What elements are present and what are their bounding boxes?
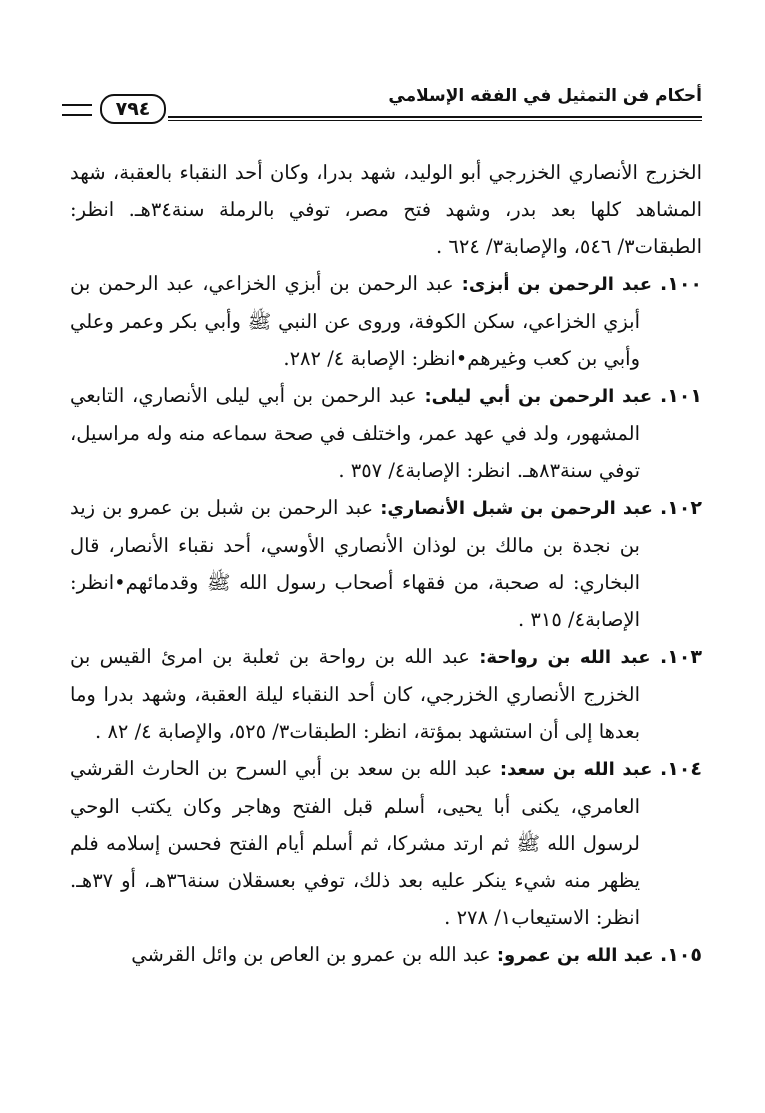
- entry-number: ١٠٤.: [659, 758, 702, 780]
- entry-text: عبد الله بن رواحة بن ثعلبة بن امرئ القيس بن الخزرج الأنصاري الخزرجي، كان أحد النقباء ليلة العقبة، وشهد بدرا وما بعدها إلى أن استشهد بمؤتة، انظر: الطبقات٣/ ٥٢٥، والإصابة ٤/ ٨٢ .: [70, 645, 640, 743]
- entry-text: عبد الرحمن بن أبي ليلى الأنصاري، التابعي المشهور، ولد في عهد عمر، واختلف في صحة سماعه منه وله مراسيل، توفي سنة٨٣هـ. انظر: الإصابة٤/ ٣٥٧ .: [70, 384, 640, 482]
- entry-number: ١٠٠.: [660, 273, 703, 295]
- entry-name: عبد الرحمن بن أبزى:: [461, 274, 653, 295]
- running-title: أحكام فن التمثيل في الفقه الإسلامي: [388, 86, 702, 106]
- continued-paragraph: الخزرج الأنصاري الخزرجي أبو الوليد، شهد بدرا، وكان أحد النقباء بالعقبة، شهد المشاهد كلها بعد بدر، وشهد فتح مصر، توفي بالرملة سنة٣٤هـ. انظر: الطبقات٣/ ٥٤٦، والإصابة٣/ ٦٢٤ .: [70, 161, 702, 258]
- entry-name: عبد الله بن عمرو:: [496, 945, 654, 966]
- entry-text: عبد الرحمن بن شبل بن عمرو بن زيد بن نجدة بن مالك بن لوذان الأنصاري الأوسي، أحد نقباء الأنصار، قال البخاري: له صحبة، من فقهاء أصحاب رسول الله ﷺ وقدمائهم•انظر: الإصابة٤/ ٣١٥ .: [70, 496, 640, 631]
- page-number-box: [62, 94, 168, 124]
- entry-number: ١٠٢.: [659, 497, 702, 519]
- page-body: [70, 154, 702, 974]
- entry-text: عبد الله بن سعد بن أبي السرح بن الحارث القرشي العامري، يكنى أبا يحيى، أسلم قبل الفتح وهاجر وكان يكتب الوحي لرسول الله ﷺ ثم ارتد مشركا، ثم أسلم أيام الفتح فحسن إسلامه فلم يظهر منه شيء ينكر عليه بعد ذلك، توفي بعسقلان سنة٣٦هـ، أو ٣٧هـ. انظر: الاستيعاب١/ ٢٧٨ .: [70, 757, 640, 929]
- list-item: [70, 638, 702, 750]
- entry-name: عبد الرحمن بن شبل الأنصاري:: [380, 498, 653, 519]
- entry-number: ١٠١.: [659, 385, 702, 407]
- entry-name: عبد الله بن سعد:: [499, 759, 653, 780]
- entry-text: عبد الرحمن بن أبزي الخزاعي، عبد الرحمن بن أبزي الخزاعي، سكن الكوفة، وروى عن النبي ﷺ وأبي بكر وعمر وعلي وأبي بن كعب وغيرهم•انظر: الإصابة ٤/ ٢٨٢.: [70, 272, 640, 370]
- list-item: [70, 377, 702, 489]
- list-item: [70, 489, 702, 638]
- entry-text: عبد الله بن عمرو بن العاص بن وائل القرشي: [131, 943, 491, 966]
- entry-number: ١٠٣.: [659, 646, 702, 668]
- entry-name: عبد الرحمن بن أبي ليلى:: [424, 386, 653, 407]
- list-item: [70, 750, 702, 936]
- list-item: [70, 936, 702, 974]
- entry-name: عبد الله بن رواحة:: [479, 647, 651, 668]
- page-number: ٧٩٤: [100, 94, 166, 124]
- list-item: [70, 265, 702, 377]
- running-header: [62, 80, 702, 126]
- entry-number: ١٠٥.: [659, 944, 702, 966]
- page-number-ornament: [62, 104, 92, 116]
